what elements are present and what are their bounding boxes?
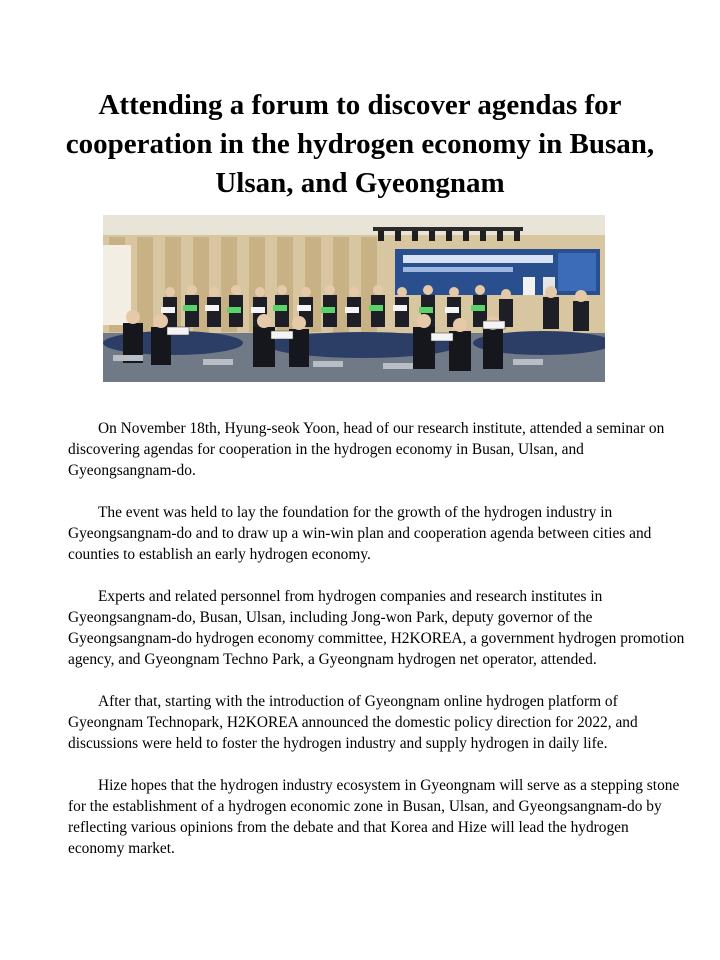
paragraph: Experts and related personnel from hydrogen companies and research institutes in Gyeongsangnam-do, Busan, Ulsan, including Jong-won Park, deputy governor of the Gyeongsangnam-do hydrogen economy committee, H2KOREA, a government hydrogen promotion agency, and Gyeongnam Techno Park, a Gyeongnam hydrogen net operator, attended.	[68, 588, 685, 668]
paragraph: The event was held to lay the foundation for the growth of the hydrogen industry in Gyeongsangnam-do and to draw up a win-win plan and cooperation agenda between cities and counties to establish an early hydrogen economy.	[68, 504, 652, 563]
page-title: Attending a forum to discover agendas for cooperation in the hydrogen economy in Busan, Ulsan, and Gyeongnam	[65, 89, 655, 199]
article-body	[68, 418, 688, 880]
paragraph: On November 18th, Hyung-seok Yoon, head of our research institute, attended a seminar on discovering agendas for cooperation in the hydrogen economy in Busan, Ulsan, and Gyeongsangnam-do.	[68, 420, 665, 479]
paragraph: After that, starting with the introduction of Gyeongnam online hydrogen platform of Gyeongnam Technopark, H2KOREA announced the domestic policy direction for 2022, and discussions were held to foster the hydrogen industry and supply hydrogen in daily life.	[68, 693, 638, 752]
forum-group-photo	[103, 215, 605, 382]
paragraph: Hize hopes that the hydrogen industry ecosystem in Gyeongnam will serve as a stepping stone for the establishment of a hydrogen economic zone in Busan, Ulsan, and Gyeongsangnam-do by reflecting various opinions from the debate and that Korea and Hize will lead the hydrogen economy market.	[68, 777, 680, 857]
